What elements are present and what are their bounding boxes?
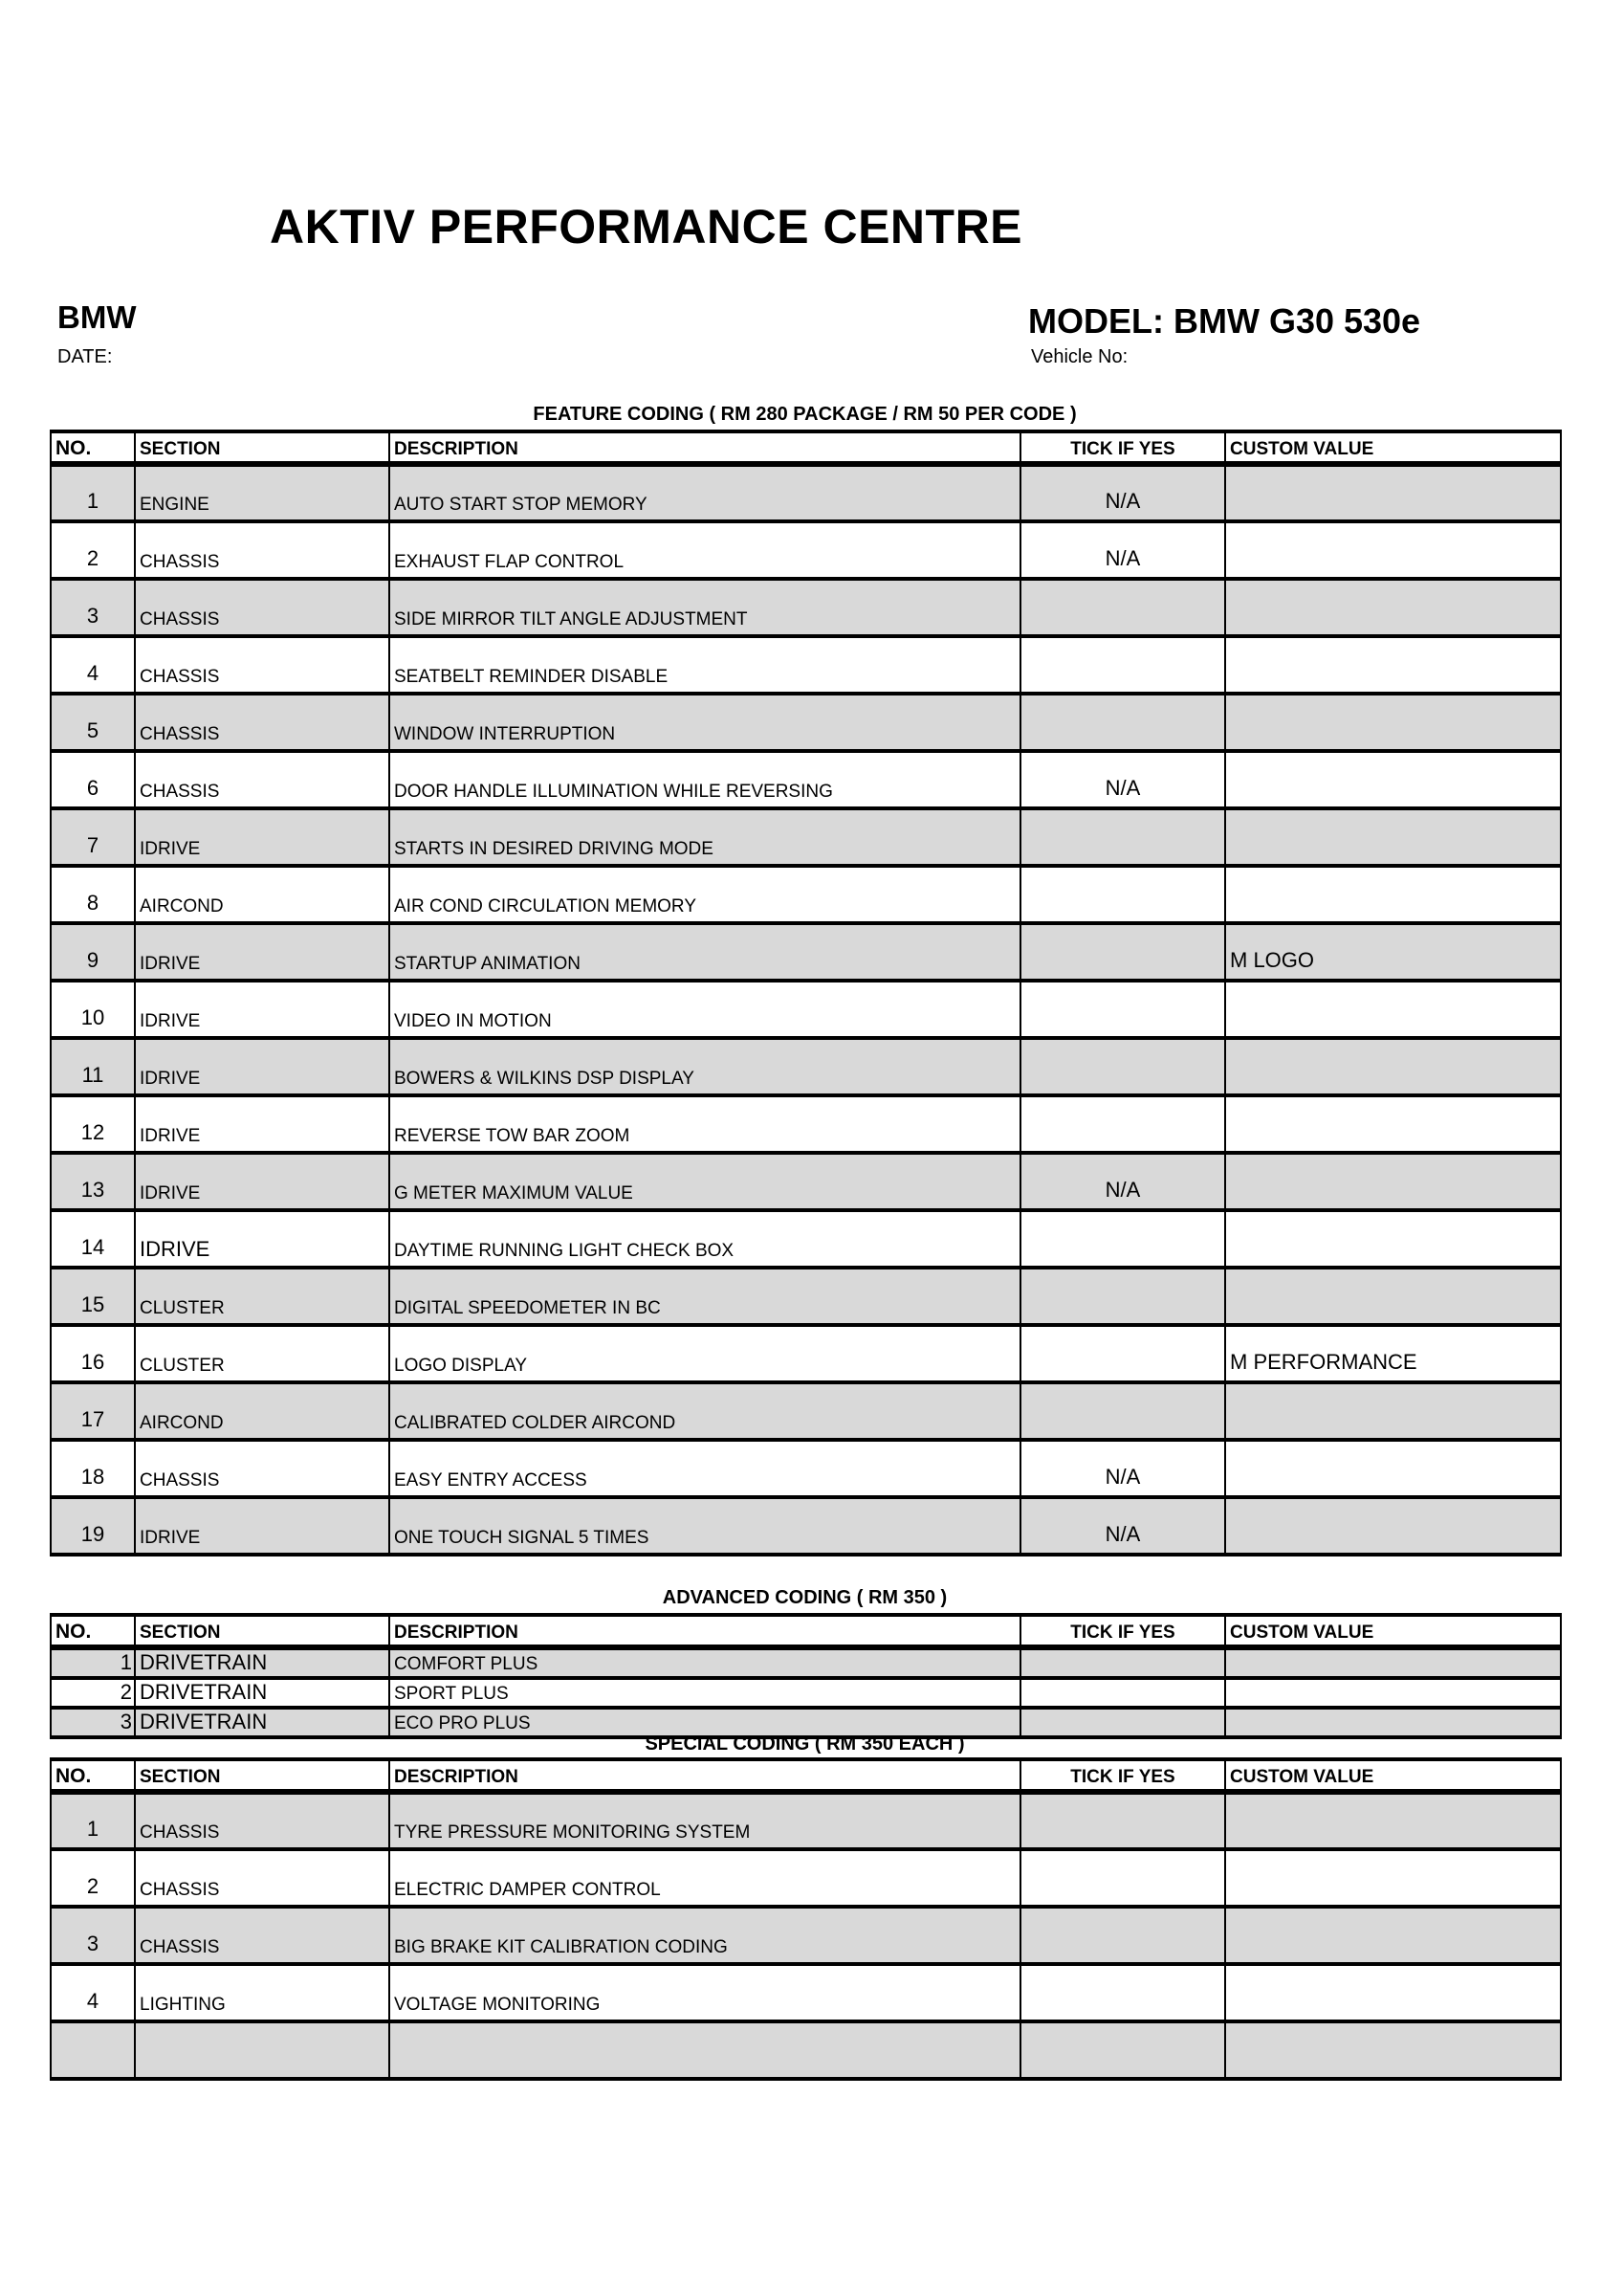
- row-number: [51, 2021, 135, 2079]
- row-description: AUTO START STOP MEMORY: [389, 464, 1020, 521]
- tick-if-yes-cell[interactable]: [1020, 866, 1225, 923]
- tick-if-yes-cell[interactable]: [1020, 694, 1225, 751]
- custom-value-cell[interactable]: [1225, 1038, 1561, 1095]
- row-number: 13: [51, 1153, 135, 1210]
- tick-if-yes-cell[interactable]: [1020, 923, 1225, 981]
- column-header-custom: CUSTOM VALUE: [1225, 1759, 1561, 1792]
- row-description: SIDE MIRROR TILT ANGLE ADJUSTMENT: [389, 579, 1020, 636]
- table-row: [51, 1325, 1561, 1382]
- custom-value-cell[interactable]: [1225, 1678, 1561, 1708]
- row-description: ELECTRIC DAMPER CONTROL: [389, 1849, 1020, 1907]
- table-row: [51, 464, 1561, 521]
- row-description: DAYTIME RUNNING LIGHT CHECK BOX: [389, 1210, 1020, 1268]
- row-number: 2: [51, 1849, 135, 1907]
- row-number: 6: [51, 751, 135, 808]
- row-section: CHASSIS: [135, 1440, 389, 1497]
- row-section: CLUSTER: [135, 1268, 389, 1325]
- row-number: 12: [51, 1095, 135, 1153]
- row-section: IDRIVE: [135, 1038, 389, 1095]
- row-section: IDRIVE: [135, 981, 389, 1038]
- row-section: CHASSIS: [135, 751, 389, 808]
- custom-value-cell[interactable]: [1225, 1792, 1561, 1849]
- date-label: DATE:: [57, 346, 113, 367]
- row-number: 4: [51, 1964, 135, 2021]
- table-row: [51, 751, 1561, 808]
- row-description: REVERSE TOW BAR ZOOM: [389, 1095, 1020, 1153]
- row-description: ECO PRO PLUS: [389, 1708, 1020, 1737]
- row-section: CHASSIS: [135, 1792, 389, 1849]
- row-description: EXHAUST FLAP CONTROL: [389, 521, 1020, 579]
- company-title: AKTIV PERFORMANCE CENTRE: [270, 200, 1023, 254]
- table-row: [51, 1907, 1561, 1964]
- row-number: 1: [51, 1792, 135, 1849]
- custom-value-cell[interactable]: [1225, 579, 1561, 636]
- row-description: AIR COND CIRCULATION MEMORY: [389, 866, 1020, 923]
- row-number: 10: [51, 981, 135, 1038]
- feature-coding-table: [50, 430, 1562, 1556]
- custom-value-cell[interactable]: [1225, 1268, 1561, 1325]
- row-section: CHASSIS: [135, 579, 389, 636]
- row-description: ONE TOUCH SIGNAL 5 TIMES: [389, 1497, 1020, 1555]
- table-row: [51, 1095, 1561, 1153]
- table-row: [51, 808, 1561, 866]
- row-number: 2: [51, 521, 135, 579]
- table-row: [51, 1964, 1561, 2021]
- table-row: [51, 1678, 1561, 1708]
- table-row: [51, 1268, 1561, 1325]
- row-description: DIGITAL SPEEDOMETER IN BC: [389, 1268, 1020, 1325]
- table-row: [51, 1440, 1561, 1497]
- custom-value-cell[interactable]: [1225, 1153, 1561, 1210]
- row-section: CHASSIS: [135, 694, 389, 751]
- row-description: SPORT PLUS: [389, 1678, 1020, 1708]
- tick-if-yes-cell[interactable]: [1020, 1907, 1225, 1964]
- custom-value-cell[interactable]: [1225, 521, 1561, 579]
- row-description: DOOR HANDLE ILLUMINATION WHILE REVERSING: [389, 751, 1020, 808]
- row-number: 1: [51, 464, 135, 521]
- column-header-description: DESCRIPTION: [389, 431, 1020, 464]
- row-description: STARTUP ANIMATION: [389, 923, 1020, 981]
- custom-value-cell[interactable]: [1225, 694, 1561, 751]
- table-row: [51, 579, 1561, 636]
- custom-value-cell[interactable]: [1225, 751, 1561, 808]
- advanced-coding-table: [50, 1613, 1562, 1739]
- table-row: [51, 981, 1561, 1038]
- row-number: 3: [51, 1907, 135, 1964]
- row-number: 8: [51, 866, 135, 923]
- row-number: 1: [51, 1647, 135, 1678]
- row-section: [135, 2021, 389, 2079]
- tick-if-yes-cell[interactable]: N/A: [1020, 751, 1225, 808]
- tick-if-yes-cell[interactable]: N/A: [1020, 464, 1225, 521]
- column-header-no: NO.: [51, 1759, 135, 1792]
- row-description: BOWERS & WILKINS DSP DISPLAY: [389, 1038, 1020, 1095]
- tick-if-yes-cell[interactable]: [1020, 1849, 1225, 1907]
- custom-value-cell[interactable]: [1225, 808, 1561, 866]
- row-description: WINDOW INTERRUPTION: [389, 694, 1020, 751]
- table-row: [51, 1153, 1561, 1210]
- row-description: [389, 2021, 1020, 2079]
- row-number: 16: [51, 1325, 135, 1382]
- model-label: MODEL: BMW G30 530e: [1028, 301, 1421, 341]
- tick-if-yes-cell[interactable]: [1020, 1268, 1225, 1325]
- row-section: DRIVETRAIN: [135, 1678, 389, 1708]
- tick-if-yes-cell[interactable]: [1020, 579, 1225, 636]
- tick-if-yes-cell[interactable]: [1020, 1792, 1225, 1849]
- row-section: IDRIVE: [135, 1153, 389, 1210]
- table-header-row: [51, 1615, 1561, 1647]
- tick-if-yes-cell[interactable]: N/A: [1020, 1153, 1225, 1210]
- row-section: CHASSIS: [135, 521, 389, 579]
- column-header-section: SECTION: [135, 1615, 389, 1647]
- column-header-description: DESCRIPTION: [389, 1615, 1020, 1647]
- custom-value-cell[interactable]: [1225, 866, 1561, 923]
- row-section: IDRIVE: [135, 808, 389, 866]
- column-header-tick: TICK IF YES: [1020, 1615, 1225, 1647]
- custom-value-cell[interactable]: [1225, 1382, 1561, 1440]
- custom-value-cell[interactable]: [1225, 1907, 1561, 1964]
- brand-label: BMW: [57, 299, 137, 335]
- row-number: 5: [51, 694, 135, 751]
- row-number: 4: [51, 636, 135, 694]
- table-header-row: [51, 431, 1561, 464]
- row-section: CLUSTER: [135, 1325, 389, 1382]
- row-section: IDRIVE: [135, 1210, 389, 1268]
- custom-value-cell[interactable]: [1225, 464, 1561, 521]
- tick-if-yes-cell[interactable]: [1020, 1038, 1225, 1095]
- tick-if-yes-cell[interactable]: [1020, 1647, 1225, 1678]
- row-description: BIG BRAKE KIT CALIBRATION CODING: [389, 1907, 1020, 1964]
- table-row: [51, 923, 1561, 981]
- row-section: IDRIVE: [135, 1095, 389, 1153]
- table-row: [51, 1382, 1561, 1440]
- row-description: CALIBRATED COLDER AIRCOND: [389, 1382, 1020, 1440]
- row-description: VIDEO IN MOTION: [389, 981, 1020, 1038]
- custom-value-cell[interactable]: [1225, 1095, 1561, 1153]
- column-header-tick: TICK IF YES: [1020, 431, 1225, 464]
- tick-if-yes-cell[interactable]: [1020, 1678, 1225, 1708]
- row-description: EASY ENTRY ACCESS: [389, 1440, 1020, 1497]
- table-row: [51, 1849, 1561, 1907]
- row-description: STARTS IN DESIRED DRIVING MODE: [389, 808, 1020, 866]
- tick-if-yes-cell[interactable]: N/A: [1020, 1497, 1225, 1555]
- tick-if-yes-cell[interactable]: [1020, 1964, 1225, 2021]
- row-number: 19: [51, 1497, 135, 1555]
- tick-if-yes-cell[interactable]: [1020, 808, 1225, 866]
- table-row: [51, 1497, 1561, 1555]
- tick-if-yes-cell[interactable]: N/A: [1020, 521, 1225, 579]
- row-section: AIRCOND: [135, 866, 389, 923]
- row-number: 3: [51, 579, 135, 636]
- row-description: COMFORT PLUS: [389, 1647, 1020, 1678]
- row-section: DRIVETRAIN: [135, 1647, 389, 1678]
- row-number: 3: [51, 1708, 135, 1737]
- feature-coding-heading: FEATURE CODING ( RM 280 PACKAGE / RM 50 PER CODE ): [533, 404, 1077, 425]
- column-header-custom: CUSTOM VALUE: [1225, 1615, 1561, 1647]
- row-section: CHASSIS: [135, 636, 389, 694]
- table-row: [51, 1647, 1561, 1678]
- row-number: 15: [51, 1268, 135, 1325]
- row-section: IDRIVE: [135, 1497, 389, 1555]
- custom-value-cell[interactable]: [1225, 1497, 1561, 1555]
- column-header-section: SECTION: [135, 1759, 389, 1792]
- table-row: [51, 636, 1561, 694]
- column-header-custom: CUSTOM VALUE: [1225, 431, 1561, 464]
- table-row: [51, 866, 1561, 923]
- special-coding-table: [50, 1757, 1562, 2081]
- row-number: 9: [51, 923, 135, 981]
- custom-value-cell[interactable]: [1225, 636, 1561, 694]
- custom-value-cell[interactable]: [1225, 981, 1561, 1038]
- table-header-row: [51, 1759, 1561, 1792]
- tick-if-yes-cell[interactable]: [1020, 1095, 1225, 1153]
- row-description: G METER MAXIMUM VALUE: [389, 1153, 1020, 1210]
- custom-value-cell[interactable]: [1225, 2021, 1561, 2079]
- custom-value-cell[interactable]: [1225, 1964, 1561, 2021]
- row-section: IDRIVE: [135, 923, 389, 981]
- row-description: TYRE PRESSURE MONITORING SYSTEM: [389, 1792, 1020, 1849]
- row-section: CHASSIS: [135, 1849, 389, 1907]
- row-description: SEATBELT REMINDER DISABLE: [389, 636, 1020, 694]
- vehicle-no-label: Vehicle No:: [1031, 346, 1129, 367]
- row-section: DRIVETRAIN: [135, 1708, 389, 1737]
- column-header-no: NO.: [51, 431, 135, 464]
- table-row: [51, 1792, 1561, 1849]
- column-header-description: DESCRIPTION: [389, 1759, 1020, 1792]
- row-number: 2: [51, 1678, 135, 1708]
- column-header-tick: TICK IF YES: [1020, 1759, 1225, 1792]
- custom-value-cell[interactable]: [1225, 1440, 1561, 1497]
- row-section: CHASSIS: [135, 1907, 389, 1964]
- row-number: 14: [51, 1210, 135, 1268]
- row-section: ENGINE: [135, 464, 389, 521]
- custom-value-cell[interactable]: [1225, 1647, 1561, 1678]
- row-number: 17: [51, 1382, 135, 1440]
- tick-if-yes-cell[interactable]: [1020, 2021, 1225, 2079]
- row-section: AIRCOND: [135, 1382, 389, 1440]
- row-description: VOLTAGE MONITORING: [389, 1964, 1020, 2021]
- custom-value-cell[interactable]: M PERFORMANCE: [1225, 1325, 1561, 1382]
- row-number: 7: [51, 808, 135, 866]
- custom-value-cell[interactable]: [1225, 1849, 1561, 1907]
- table-row: [51, 521, 1561, 579]
- tick-if-yes-cell[interactable]: [1020, 1210, 1225, 1268]
- table-row: [51, 1210, 1561, 1268]
- custom-value-cell[interactable]: M LOGO: [1225, 923, 1561, 981]
- advanced-coding-heading: ADVANCED CODING ( RM 350 ): [662, 1587, 948, 1608]
- column-header-no: NO.: [51, 1615, 135, 1647]
- tick-if-yes-cell[interactable]: [1020, 981, 1225, 1038]
- row-number: 18: [51, 1440, 135, 1497]
- tick-if-yes-cell[interactable]: [1020, 1382, 1225, 1440]
- table-row: [51, 1038, 1561, 1095]
- special-coding-heading: SPECIAL CODING ( RM 350 EACH ): [645, 1733, 965, 1755]
- custom-value-cell[interactable]: [1225, 1210, 1561, 1268]
- table-row: [51, 2021, 1561, 2079]
- column-header-section: SECTION: [135, 431, 389, 464]
- row-description: LOGO DISPLAY: [389, 1325, 1020, 1382]
- row-section: LIGHTING: [135, 1964, 389, 2021]
- tick-if-yes-cell[interactable]: [1020, 636, 1225, 694]
- tick-if-yes-cell[interactable]: [1020, 1325, 1225, 1382]
- table-row: [51, 694, 1561, 751]
- row-number: 11: [51, 1038, 135, 1095]
- tick-if-yes-cell[interactable]: N/A: [1020, 1440, 1225, 1497]
